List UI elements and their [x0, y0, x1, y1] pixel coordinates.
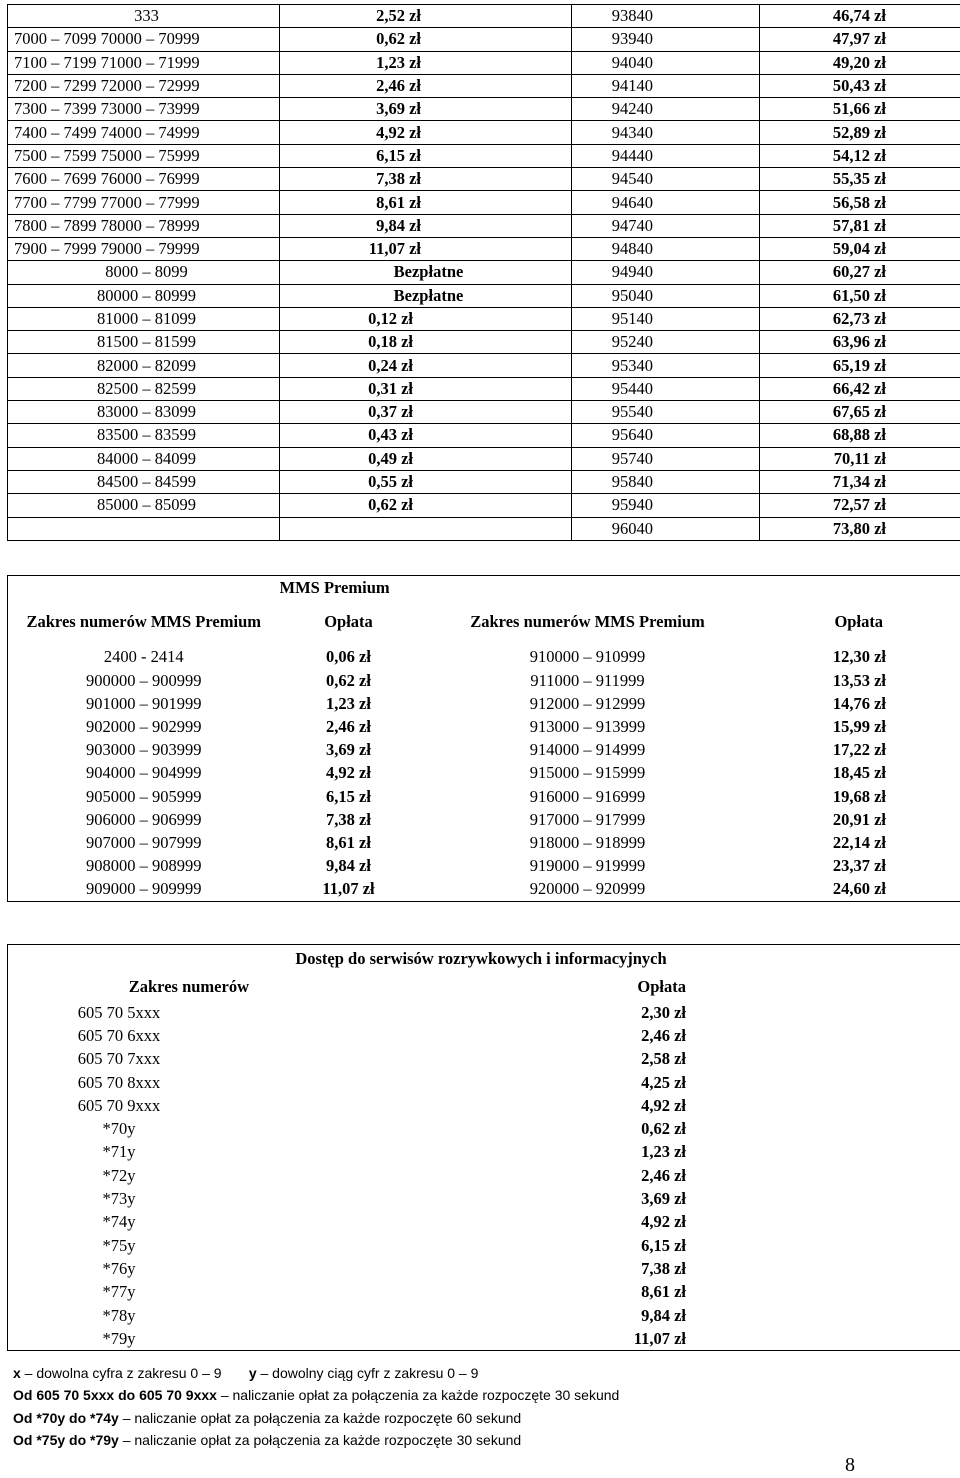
- fee-cell: 59,04 zł: [760, 237, 960, 260]
- mms-range-cell: 900000 – 900999: [86, 670, 202, 690]
- table-row: [8, 1024, 960, 1047]
- service-fee: 3,69 zł: [641, 1189, 686, 1209]
- number-cell: 93940: [572, 28, 760, 51]
- table-row: [8, 1117, 960, 1140]
- table-row: [8, 878, 960, 902]
- services-header-fee: Opłata: [637, 977, 686, 996]
- table-row: [8, 121, 960, 144]
- table-row: [8, 424, 960, 447]
- fee-cell: 8,61 zł: [280, 191, 572, 214]
- fee-cell: 0,31 zł: [280, 377, 572, 400]
- number-cell: 94340: [572, 121, 760, 144]
- service-number: *71y: [102, 1142, 136, 1162]
- fee-cell: 67,65 zł: [760, 401, 960, 424]
- entertainment-services-table: [7, 944, 960, 1351]
- service-fee: 9,84 zł: [641, 1305, 686, 1325]
- service-row-cell: [8, 1141, 960, 1164]
- mms-range-cell: 916000 – 916999: [529, 786, 646, 806]
- number-cell: 95540: [572, 401, 760, 424]
- fee-cell: 11,07 zł: [280, 237, 572, 260]
- fee-cell: 70,11 zł: [760, 447, 960, 470]
- mms-fee-cell: 22,14 zł: [832, 832, 887, 852]
- services-title: Dostęp do serwisów rozrywkowych i informacyjnych: [295, 949, 667, 968]
- mms-range-cell: 912000 – 912999: [529, 693, 646, 713]
- fee-cell: 71,34 zł: [760, 470, 960, 493]
- mms-range-cell: 910000 – 910999: [529, 646, 646, 666]
- fee-cell: 46,74 zł: [760, 5, 960, 28]
- fee-cell: Bezpłatne: [280, 284, 572, 307]
- number-range-cell: 81000 – 81099: [8, 307, 280, 330]
- service-number: 605 70 9xxx: [77, 1095, 161, 1115]
- service-number: *76y: [102, 1258, 136, 1278]
- table-row: [8, 494, 960, 517]
- service-number: 605 70 6xxx: [77, 1025, 161, 1045]
- service-fee: 4,25 zł: [641, 1072, 686, 1092]
- table-row: [8, 785, 960, 808]
- table-row: [8, 261, 960, 284]
- number-cell: 94240: [572, 98, 760, 121]
- fee-cell: 52,89 zł: [760, 121, 960, 144]
- mms-fee-cell: 8,61 zł: [326, 832, 371, 852]
- fee-cell: 3,69 zł: [280, 98, 572, 121]
- table-row: [8, 1071, 960, 1094]
- table-row: [8, 1048, 960, 1071]
- mms-fee-cell: 7,38 zł: [326, 809, 371, 829]
- mms-fee-cell: 20,91 zł: [832, 809, 887, 829]
- number-cell: 93840: [572, 5, 760, 28]
- number-cell: 96040: [572, 517, 760, 540]
- number-cell: 94640: [572, 191, 760, 214]
- fee-cell: 54,12 zł: [760, 144, 960, 167]
- mms-title: MMS Premium: [279, 578, 390, 597]
- mms-range-cell: 909000 – 909999: [8, 878, 280, 902]
- fee-cell: 57,81 zł: [760, 214, 960, 237]
- table-row: [8, 447, 960, 470]
- service-number: 605 70 5xxx: [77, 1002, 161, 1022]
- table-row: [8, 214, 960, 237]
- service-fee: 8,61 zł: [641, 1282, 686, 1302]
- table-row: [8, 1257, 960, 1280]
- mms-range-cell: 906000 – 906999: [86, 809, 202, 829]
- number-cell: 95640: [572, 424, 760, 447]
- footnote-bold: y: [248, 1365, 257, 1381]
- fee-cell: 0,37 zł: [280, 401, 572, 424]
- mms-range-cell: 901000 – 901999: [86, 693, 202, 713]
- number-range-cell: 80000 – 80999: [8, 284, 280, 307]
- service-row-cell: [8, 1257, 960, 1280]
- mms-range-cell: 904000 – 904999: [86, 763, 202, 783]
- fee-cell: 55,35 zł: [760, 168, 960, 191]
- number-cell: 95240: [572, 331, 760, 354]
- fee-cell: 72,57 zł: [760, 494, 960, 517]
- table-row: [8, 692, 960, 715]
- number-range-cell: 7200 – 7299 72000 – 72999: [8, 74, 280, 97]
- mms-range-cell: 902000 – 902999: [86, 716, 202, 736]
- number-cell: 95940: [572, 494, 760, 517]
- mms-range-cell: 913000 – 913999: [529, 716, 646, 736]
- table-row: [8, 168, 960, 191]
- mms-fee-cell: 18,45 zł: [832, 763, 887, 783]
- services-title-row: [8, 945, 960, 974]
- number-range-cell: 7600 – 7699 76000 – 76999: [8, 168, 280, 191]
- service-number: *73y: [102, 1189, 136, 1209]
- service-number: *77y: [102, 1282, 136, 1302]
- mms-fee-cell: 17,22 zł: [832, 740, 887, 760]
- services-header-cell: [8, 973, 960, 1001]
- service-fee: 6,15 zł: [641, 1235, 686, 1255]
- service-number: *78y: [102, 1305, 136, 1325]
- number-range-cell: 7800 – 7899 78000 – 78999: [8, 214, 280, 237]
- service-fee: 2,58 zł: [641, 1049, 686, 1069]
- table-row: [8, 1141, 960, 1164]
- table-row: [8, 237, 960, 260]
- service-number: *79y: [102, 1328, 136, 1348]
- mms-fee-cell: 3,69 zł: [326, 740, 371, 760]
- number-range-cell: 7400 – 7499 74000 – 74999: [8, 121, 280, 144]
- services-header-range: Zakres numerów: [128, 977, 249, 996]
- service-row-cell: [8, 1048, 960, 1071]
- fee-cell: 68,88 zł: [760, 424, 960, 447]
- fee-cell: [280, 517, 572, 540]
- service-row-cell: [8, 1211, 960, 1234]
- service-fee: 11,07 zł: [633, 1328, 686, 1348]
- mms-range-cell: 918000 – 918999: [529, 832, 646, 852]
- fee-cell: 56,58 zł: [760, 191, 960, 214]
- table-row: [8, 144, 960, 167]
- table-row: [8, 191, 960, 214]
- number-range-cell: 83500 – 83599: [8, 424, 280, 447]
- mms-fee-cell: 14,76 zł: [832, 693, 887, 713]
- footnote-bold: Od 605 70 5xxx do 605 70 9xxx: [13, 1387, 217, 1404]
- number-range-cell: 84500 – 84599: [8, 470, 280, 493]
- table-row: [8, 517, 960, 540]
- service-row-cell: [8, 1001, 960, 1024]
- footnote-line: [13, 1384, 619, 1406]
- service-row-cell: [8, 1281, 960, 1304]
- table-row: [8, 1304, 960, 1327]
- table-row: [8, 401, 960, 424]
- number-range-cell: 84000 – 84099: [8, 447, 280, 470]
- number-range-cell: 83000 – 83099: [8, 401, 280, 424]
- fee-cell: 0,43 zł: [280, 424, 572, 447]
- table-row: [8, 1327, 960, 1351]
- number-cell: 94140: [572, 74, 760, 97]
- number-cell: 95840: [572, 470, 760, 493]
- table-row: [8, 1164, 960, 1187]
- mms-header-range-1: Zakres numerów MMS Premium: [26, 612, 261, 631]
- table-row: [8, 669, 960, 692]
- service-row-cell: [8, 1164, 960, 1187]
- number-cell: 94840: [572, 237, 760, 260]
- mms-range-cell: 917000 – 917999: [529, 809, 646, 829]
- number-cell: 94540: [572, 168, 760, 191]
- table-row: [8, 855, 960, 878]
- table-row: [8, 377, 960, 400]
- table-row: [8, 5, 960, 28]
- number-cell: 94940: [572, 261, 760, 284]
- mms-header-range-2: Zakres numerów MMS Premium: [470, 612, 705, 631]
- table-row: [8, 470, 960, 493]
- number-range-cell: 7000 – 7099 70000 – 70999: [8, 28, 280, 51]
- table-row: [8, 808, 960, 831]
- table-row: [8, 1281, 960, 1304]
- table-row: [8, 1234, 960, 1257]
- service-number: *74y: [102, 1212, 136, 1232]
- number-range-cell: 7100 – 7199 71000 – 71999: [8, 51, 280, 74]
- mms-range-cell: 920000 – 920999: [418, 878, 758, 902]
- service-row-cell: [8, 1071, 960, 1094]
- footnote-text: – naliczanie opłat za połączenia za każde rozpoczęte 30 sekund: [216, 1387, 620, 1404]
- number-range-cell: 7300 – 7399 73000 – 73999: [8, 98, 280, 121]
- fee-cell: 0,18 zł: [280, 331, 572, 354]
- service-row-cell: [8, 1327, 960, 1351]
- service-fee: 0,62 zł: [641, 1119, 686, 1139]
- number-cell: 94040: [572, 51, 760, 74]
- footnote-line: [13, 1429, 619, 1451]
- fee-cell: 2,46 zł: [280, 74, 572, 97]
- fee-cell: 47,97 zł: [760, 28, 960, 51]
- service-number: *72y: [102, 1165, 136, 1185]
- mms-fee-cell: 19,68 zł: [832, 786, 887, 806]
- mms-fee-cell: 11,07 zł: [280, 878, 418, 902]
- table-row: [8, 1094, 960, 1117]
- footnote-text: – naliczanie opłat za połączenia za każde rozpoczęte 60 sekund: [118, 1409, 522, 1426]
- fee-cell: 0,62 zł: [280, 494, 572, 517]
- table-row: [8, 331, 960, 354]
- mms-fee-cell: 0,62 zł: [326, 670, 371, 690]
- fee-cell: 7,38 zł: [280, 168, 572, 191]
- table-row: [8, 1211, 960, 1234]
- mms-range-cell: 903000 – 903999: [86, 740, 202, 760]
- service-fee: 1,23 zł: [641, 1142, 686, 1162]
- mms-fee-cell: 0,06 zł: [326, 646, 371, 666]
- fee-cell: 61,50 zł: [760, 284, 960, 307]
- table-row: [8, 284, 960, 307]
- table-row: [8, 51, 960, 74]
- mms-range-cell: 915000 – 915999: [529, 763, 646, 783]
- mms-premium-table: [7, 575, 960, 902]
- mms-fee-cell: 4,92 zł: [326, 763, 371, 783]
- mms-fee-cell: 24,60 zł: [758, 878, 960, 902]
- mms-range-cell: 919000 – 919999: [529, 856, 646, 876]
- mms-range-cell: 911000 – 911999: [530, 670, 645, 690]
- mms-fee-cell: 12,30 zł: [832, 646, 887, 666]
- number-range-cell: 7500 – 7599 75000 – 75999: [8, 144, 280, 167]
- service-fee: 2,46 zł: [641, 1165, 686, 1185]
- service-row-cell: [8, 1094, 960, 1117]
- mms-range-cell: 914000 – 914999: [529, 740, 646, 760]
- fee-cell: 1,23 zł: [280, 51, 572, 74]
- table-row: [8, 1001, 960, 1024]
- page-number: 8: [845, 1454, 855, 1476]
- number-range-cell: 81500 – 81599: [8, 331, 280, 354]
- service-number: *75y: [102, 1235, 136, 1255]
- premium-numbers-table: [7, 4, 960, 541]
- fee-cell: 6,15 zł: [280, 144, 572, 167]
- service-fee: 7,38 zł: [641, 1258, 686, 1278]
- table-row: [8, 28, 960, 51]
- fee-cell: 0,12 zł: [280, 307, 572, 330]
- footnote-bold: x: [13, 1365, 21, 1381]
- number-cell: 94740: [572, 214, 760, 237]
- service-fee: 2,46 zł: [641, 1025, 686, 1045]
- footnote-text: – dowolna cyfra z zakresu 0 – 9: [20, 1365, 222, 1381]
- service-row-cell: [8, 1024, 960, 1047]
- number-range-cell: 85000 – 85099: [8, 494, 280, 517]
- mms-title-row: [8, 576, 960, 601]
- table-row: [8, 831, 960, 854]
- fee-cell: 0,49 zł: [280, 447, 572, 470]
- mms-fee-cell: 13,53 zł: [832, 670, 887, 690]
- service-row-cell: [8, 1187, 960, 1210]
- table-row: [8, 307, 960, 330]
- service-fee: 4,92 zł: [641, 1095, 686, 1115]
- mms-range-cell: 905000 – 905999: [86, 786, 202, 806]
- number-range-cell: [8, 517, 280, 540]
- number-cell: 95340: [572, 354, 760, 377]
- number-range-cell: 8000 – 8099: [8, 261, 280, 284]
- fee-cell: 62,73 zł: [760, 307, 960, 330]
- mms-header-fee-2: Opłata: [834, 612, 884, 631]
- number-range-cell: 7900 – 7999 79000 – 79999: [8, 237, 280, 260]
- fee-cell: 9,84 zł: [280, 214, 572, 237]
- mms-range-cell: 908000 – 908999: [86, 856, 202, 876]
- number-range-cell: 82500 – 82599: [8, 377, 280, 400]
- footnote-bold: Od *70y do *74y: [13, 1409, 119, 1426]
- fee-cell: 2,52 zł: [280, 5, 572, 28]
- fee-cell: 60,27 zł: [760, 261, 960, 284]
- table-row: [8, 1187, 960, 1210]
- mms-range-cell: 2400 - 2414: [103, 646, 184, 666]
- service-fee: 4,92 zł: [641, 1212, 686, 1232]
- table-row: [8, 762, 960, 785]
- fee-cell: 65,19 zł: [760, 354, 960, 377]
- table-row: [8, 98, 960, 121]
- number-cell: 95740: [572, 447, 760, 470]
- number-cell: 95140: [572, 307, 760, 330]
- footnote-line: [13, 1362, 619, 1384]
- service-number: *70y: [102, 1119, 136, 1139]
- footnote-bold: Od *75y do *79y: [13, 1431, 119, 1448]
- number-range-cell: 7700 – 7799 77000 – 77999: [8, 191, 280, 214]
- footnote-text: – dowolny ciąg cyfr z zakresu 0 – 9: [256, 1365, 479, 1381]
- number-range-cell: 82000 – 82099: [8, 354, 280, 377]
- fee-cell: 4,92 zł: [280, 121, 572, 144]
- table-row: [8, 644, 960, 669]
- service-row-cell: [8, 1117, 960, 1140]
- mms-header-row: [8, 600, 960, 644]
- fee-cell: 0,55 zł: [280, 470, 572, 493]
- table-row: [8, 739, 960, 762]
- mms-fee-cell: 15,99 zł: [832, 716, 887, 736]
- mms-fee-cell: 23,37 zł: [832, 856, 887, 876]
- fee-cell: 66,42 zł: [760, 377, 960, 400]
- footnote-text: – naliczanie opłat za połączenia za każde rozpoczęte 30 sekund: [118, 1431, 522, 1448]
- fee-cell: 51,66 zł: [760, 98, 960, 121]
- table-row: [8, 715, 960, 738]
- fee-cell: 0,24 zł: [280, 354, 572, 377]
- fee-cell: Bezpłatne: [280, 261, 572, 284]
- service-row-cell: [8, 1304, 960, 1327]
- fee-cell: 50,43 zł: [760, 74, 960, 97]
- mms-fee-cell: 9,84 zł: [326, 856, 371, 876]
- number-range-cell: 333: [8, 5, 280, 28]
- number-cell: 95040: [572, 284, 760, 307]
- service-fee: 2,30 zł: [641, 1002, 686, 1022]
- service-number: 605 70 7xxx: [77, 1049, 161, 1069]
- mms-fee-cell: 1,23 zł: [326, 693, 371, 713]
- table-row: [8, 354, 960, 377]
- fee-cell: 0,62 zł: [280, 28, 572, 51]
- footnote-line: [13, 1407, 619, 1429]
- number-cell: 95440: [572, 377, 760, 400]
- fee-cell: 63,96 zł: [760, 331, 960, 354]
- fee-cell: 49,20 zł: [760, 51, 960, 74]
- spacer: [222, 1365, 249, 1381]
- service-row-cell: [8, 1234, 960, 1257]
- table-row: [8, 74, 960, 97]
- services-header-row: [8, 973, 960, 1001]
- mms-fee-cell: 2,46 zł: [326, 716, 371, 736]
- fee-cell: 73,80 zł: [760, 517, 960, 540]
- number-cell: 94440: [572, 144, 760, 167]
- mms-fee-cell: 6,15 zł: [326, 786, 371, 806]
- service-number: 605 70 8xxx: [77, 1072, 161, 1092]
- mms-range-cell: 907000 – 907999: [86, 832, 202, 852]
- mms-header-fee-1: Opłata: [324, 612, 373, 631]
- footnotes: [13, 1362, 619, 1451]
